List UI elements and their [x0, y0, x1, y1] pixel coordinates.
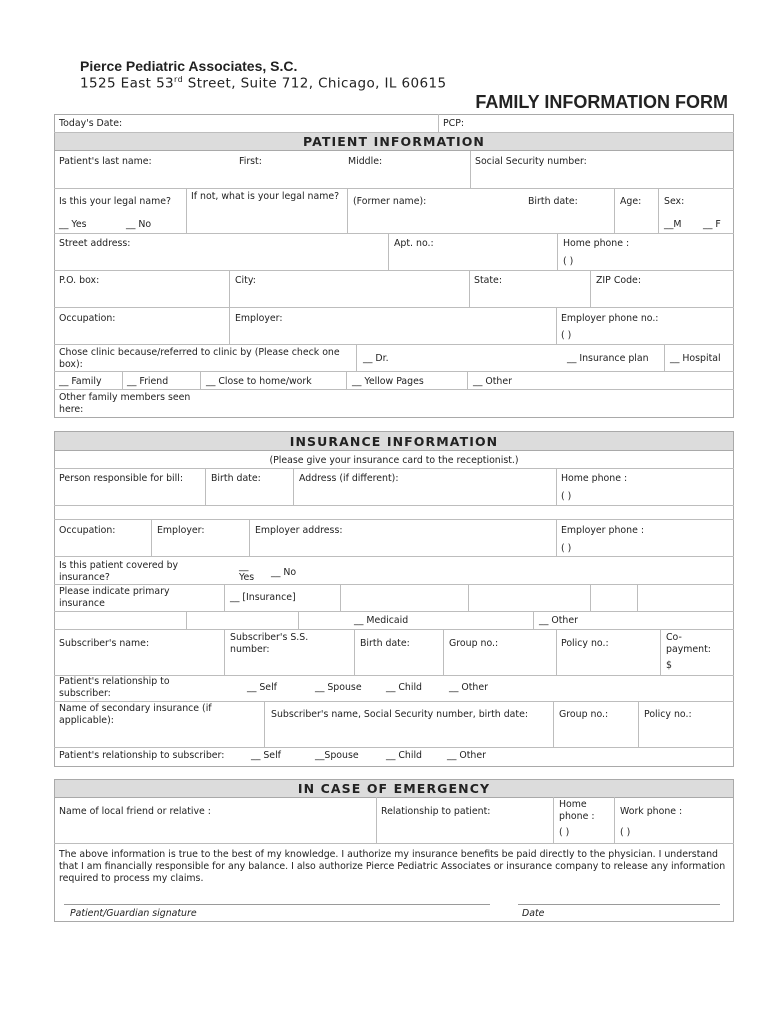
signature-field[interactable]: Patient/Guardian signature	[70, 908, 197, 919]
patient-first-name-field[interactable]: First:	[239, 156, 262, 167]
sex-female-option[interactable]: __ F	[703, 219, 721, 230]
city-field[interactable]: City:	[235, 275, 256, 286]
patient-home-phone-field[interactable]: Home phone :	[563, 238, 630, 249]
subscriber-birth-date-field[interactable]: Birth date:	[360, 638, 410, 649]
authorization-statement: The above information is true to the best of my knowledge. I authorize my insurance benefits be paid directly to the physician. I understand that I am financially responsible for any balance. I also authorize Pierce Pediatric Associates or insurance company to release any information required to process my claims.	[59, 849, 726, 884]
primary-insurance-question: Please indicate primary insurance	[59, 586, 170, 609]
apt-no-field[interactable]: Apt. no.:	[394, 238, 434, 249]
former-name-field[interactable]: (Former name):	[353, 196, 427, 207]
responsible-occupation-field[interactable]: Occupation:	[59, 525, 116, 536]
zip-code-field[interactable]: ZIP Code:	[596, 275, 641, 286]
responsible-employer-phone-field[interactable]: Employer phone :	[561, 525, 644, 536]
covered-no-option[interactable]: __ No	[271, 567, 297, 578]
patient-employer-phone-field[interactable]: Employer phone no.:	[561, 313, 659, 324]
form-title: FAMILY INFORMATION FORM	[475, 92, 728, 112]
insurance-subheading: (Please give your insurance card to the receptionist.)	[269, 455, 519, 466]
legal-name-question: Is this your legal name?	[59, 196, 171, 207]
state-field[interactable]: State:	[474, 275, 502, 286]
policy-no-field[interactable]: Policy no.:	[561, 638, 609, 649]
insurance-other-option[interactable]: __ Other	[539, 615, 578, 626]
copayment-field[interactable]: Co-payment:	[666, 632, 711, 655]
emergency-home-phone-parens: ( )	[559, 827, 570, 838]
covered-yes-blank: __	[239, 561, 249, 572]
patient-sex-label: Sex:	[664, 196, 685, 207]
address-part-2: Street, Suite 712, Chicago, IL 60615	[183, 75, 447, 92]
emergency-heading: IN CASE OF EMERGENCY	[55, 780, 733, 798]
patient-section	[54, 114, 734, 418]
secondary-subscriber-details-field[interactable]: Subscriber's name, Social Security number, birth date:	[271, 709, 529, 720]
responsible-employer-address-field[interactable]: Employer address:	[255, 525, 343, 536]
patient-middle-name-field[interactable]: Middle:	[348, 156, 383, 167]
emergency-relationship-field[interactable]: Relationship to patient:	[381, 806, 491, 817]
signature-date-field[interactable]: Date	[522, 908, 545, 919]
secondary-insurance-field[interactable]: Name of secondary insurance (if applicable):	[59, 703, 212, 726]
emergency-work-phone-parens: ( )	[620, 827, 631, 838]
chose-clinic-question: Chose clinic because/referred to clinic by (Please check one box):	[59, 347, 340, 370]
practice-name: Pierce Pediatric Associates, S.C.	[80, 58, 298, 74]
secondary-relationship-question: Patient's relationship to subscriber:	[59, 750, 225, 761]
referral-insurance-plan-option[interactable]: __ Insurance plan	[567, 353, 649, 364]
medicaid-option[interactable]: __ Medicaid	[354, 615, 409, 626]
other-family-members-field[interactable]: Other family members seen here:	[59, 392, 191, 415]
address-ordinal: rd	[174, 75, 184, 84]
emergency-home-phone-field[interactable]: Home phone :	[559, 799, 595, 822]
local-friend-field[interactable]: Name of local friend or relative :	[59, 806, 211, 817]
responsible-employer-field[interactable]: Employer:	[157, 525, 205, 536]
covered-yes-option[interactable]: Yes	[239, 572, 255, 583]
patient-occupation-field[interactable]: Occupation:	[59, 313, 116, 324]
responsible-employer-phone-parens: ( )	[561, 543, 572, 554]
secondary-policy-no-field[interactable]: Policy no.:	[644, 709, 692, 720]
legal-name-no[interactable]: __ No	[126, 219, 152, 230]
sex-male-option[interactable]: __M	[664, 219, 682, 230]
insurance-name-option[interactable]: __ [Insurance]	[230, 592, 296, 603]
legal-name-field[interactable]: If not, what is your legal name?	[191, 191, 340, 202]
group-no-field[interactable]: Group no.:	[449, 638, 499, 649]
relationship-other-option[interactable]: __ Other	[449, 682, 488, 693]
address-part-1: 1525 East 53	[80, 75, 175, 92]
emergency-work-phone-field[interactable]: Work phone :	[620, 806, 683, 817]
secondary-relationship-self-option[interactable]: __ Self	[251, 750, 281, 761]
referral-yellow-pages-option[interactable]: __ Yellow Pages	[352, 376, 424, 387]
po-box-field[interactable]: P.O. box:	[59, 275, 100, 286]
referral-dr-option[interactable]: __ Dr.	[363, 353, 389, 364]
insurance-heading: INSURANCE INFORMATION	[55, 432, 733, 451]
patient-employer-field[interactable]: Employer:	[235, 313, 283, 324]
practice-address	[80, 75, 446, 92]
relationship-child-option[interactable]: __ Child	[386, 682, 423, 693]
signature-line	[64, 904, 490, 905]
referral-hospital-option[interactable]: __ Hospital	[670, 353, 721, 364]
patient-ssn-field[interactable]: Social Security number:	[475, 156, 587, 167]
subscriber-name-field[interactable]: Subscriber's name:	[59, 638, 150, 649]
patient-heading: PATIENT INFORMATION	[55, 133, 733, 151]
date-line	[518, 904, 720, 905]
relationship-self-option[interactable]: __ Self	[247, 682, 277, 693]
covered-question: Is this patient covered by insurance?	[59, 560, 179, 583]
relationship-spouse-option[interactable]: __ Spouse	[315, 682, 362, 693]
referral-close-option[interactable]: __ Close to home/work	[206, 376, 312, 387]
person-responsible-field[interactable]: Person responsible for bill:	[59, 473, 183, 484]
patient-birth-date-field[interactable]: Birth date:	[528, 196, 578, 207]
responsible-birth-date-field[interactable]: Birth date:	[211, 473, 261, 484]
patient-home-phone-parens: ( )	[563, 256, 574, 267]
copayment-dollar: $	[666, 660, 672, 671]
patient-employer-phone-parens: ( )	[561, 330, 572, 341]
responsible-address-field[interactable]: Address (if different):	[299, 473, 399, 484]
patient-age-field[interactable]: Age:	[620, 196, 642, 207]
legal-name-yes[interactable]: __ Yes	[59, 219, 87, 230]
referral-other-option[interactable]: __ Other	[473, 376, 512, 387]
referral-family-option[interactable]: __ Family	[59, 376, 102, 387]
secondary-relationship-child-option[interactable]: __ Child	[386, 750, 423, 761]
pcp-field[interactable]: PCP:	[443, 118, 465, 129]
relationship-question: Patient's relationship to subscriber:	[59, 676, 170, 699]
secondary-relationship-other-option[interactable]: __ Other	[447, 750, 486, 761]
referral-friend-option[interactable]: __ Friend	[127, 376, 169, 387]
secondary-group-no-field[interactable]: Group no.:	[559, 709, 609, 720]
responsible-home-phone-field[interactable]: Home phone :	[561, 473, 628, 484]
todays-date-field[interactable]: Today's Date:	[59, 118, 123, 129]
patient-last-name-field[interactable]: Patient's last name:	[59, 156, 152, 167]
subscriber-ss-field[interactable]: Subscriber's S.S. number:	[230, 632, 309, 655]
street-address-field[interactable]: Street address:	[59, 238, 131, 249]
secondary-relationship-spouse-option[interactable]: __Spouse	[315, 750, 359, 761]
responsible-home-phone-parens: ( )	[561, 491, 572, 502]
